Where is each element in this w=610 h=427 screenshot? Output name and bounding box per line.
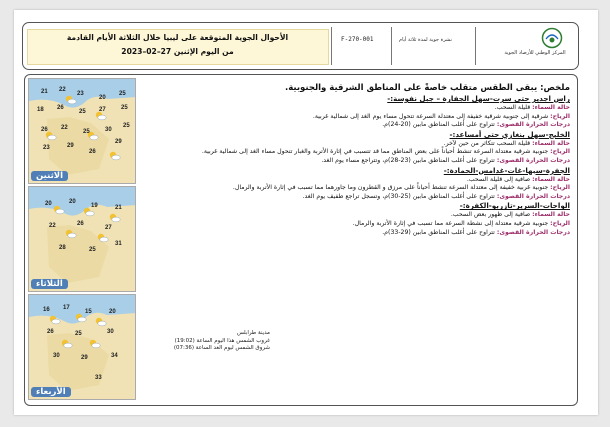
wind-value: شرقية إلى جنوبية شرقية خفيفة إلى معتدلة السرعة تتحول مساء يوم الغد إلى شمالية غربية. bbox=[312, 112, 549, 120]
sky-label: حالة السماء: bbox=[532, 175, 570, 183]
header-divider bbox=[331, 27, 332, 65]
temp-label: درجات الحرارة القصوى: bbox=[496, 156, 570, 164]
region-block bbox=[142, 166, 570, 202]
form-code: F-270-001 bbox=[341, 36, 374, 43]
temperature-value: 27 bbox=[105, 225, 112, 231]
temperature-value: 21 bbox=[115, 205, 122, 211]
temperature-value: 25 bbox=[121, 105, 128, 111]
forecast-map-wednesday bbox=[28, 294, 136, 400]
temperature-value: 29 bbox=[81, 355, 88, 361]
sky-value: قليلة السحب. bbox=[494, 104, 531, 111]
temperature-value: 25 bbox=[119, 91, 126, 97]
temperature-value: 21 bbox=[41, 89, 48, 95]
region-block bbox=[142, 201, 570, 237]
wind-value: جنوبية غربية خفيفة إلى معتدلة السرعة تنشط أحياناً على مرزق و القطرون وما جاورهما مما تسبب في إثارة الأتربة والرمال. bbox=[232, 184, 549, 192]
temperature-value: 25 bbox=[75, 331, 82, 337]
temperature-value: 22 bbox=[49, 223, 56, 229]
temperature-value: 33 bbox=[95, 375, 102, 381]
temperature-value: 18 bbox=[37, 107, 44, 113]
temperature-value: 25 bbox=[89, 247, 96, 253]
sky-label: حالة السماء: bbox=[532, 211, 570, 219]
wind-label: الرياح: bbox=[550, 148, 570, 156]
temperature-value: 34 bbox=[111, 353, 118, 359]
sunset-time: غروب الشمس هذا اليوم الساعة (19:02) bbox=[174, 337, 270, 344]
temperature-value: 26 bbox=[57, 105, 64, 111]
temp-label: درجات الحرارة القصوى: bbox=[496, 228, 570, 236]
temperature-value: 20 bbox=[69, 199, 76, 205]
sky-label: حالة السماء: bbox=[532, 104, 570, 111]
day-label: الثلاثاء bbox=[31, 279, 68, 289]
temperature-value: 17 bbox=[63, 305, 70, 311]
temp-label: درجات الحرارة القصوى: bbox=[496, 121, 570, 129]
region-block bbox=[142, 94, 570, 130]
sunrise-time: شروق الشمس ليوم الغد الساعة (07:36) bbox=[173, 345, 270, 351]
temp-value: تتراوح على أغلب المناطق مابين (20-24)م. bbox=[382, 121, 495, 129]
temperature-value: 25 bbox=[123, 123, 130, 129]
sky-label: حالة السماء: bbox=[532, 139, 570, 147]
city-name: مدينة طرابلس bbox=[236, 330, 270, 336]
temperature-value: 31 bbox=[115, 241, 122, 247]
forecast-map-monday bbox=[28, 78, 136, 184]
forecast-map-tuesday bbox=[28, 186, 136, 292]
temperature-value: 20 bbox=[45, 201, 52, 207]
temperature-value: 25 bbox=[83, 129, 90, 135]
region-title: الخليج-سهل بنغازي حتى أمساعد:- bbox=[449, 129, 570, 139]
temp-value: تتراوح على أغلب المناطق مابين (23-28)م، وتتراجع مساء يوم الغد. bbox=[321, 156, 495, 164]
ncm-logo-icon bbox=[541, 27, 563, 49]
wind-value: جنوبية شرقية معتدلة السرعة تنشط أحياناً على بعض المناطق مما قد تتسبب في إثارة الأتربة والغبار تتحول مساء الغد إلى شمالية غربية. bbox=[201, 148, 549, 156]
forecast-maps bbox=[28, 78, 136, 400]
region-title: راس اجدير حتى سرت-سهل الجفارة – جبل نفوسة:- bbox=[387, 94, 570, 103]
temperature-value: 22 bbox=[61, 125, 68, 131]
organization-name: المركز الوطني للأرصاد الجوية bbox=[504, 50, 566, 56]
sky-value: قليلة السحب تتكاثر من حين لآخر. bbox=[443, 139, 531, 147]
sky-value: صافية إلى ظهور بعض السحب. bbox=[450, 211, 531, 219]
temperature-value: 26 bbox=[47, 329, 54, 335]
temperature-value: 16 bbox=[43, 307, 50, 313]
header-box bbox=[22, 22, 579, 70]
bulletin-date: من اليوم الإثنين 27–02–2023 bbox=[121, 47, 234, 56]
temperature-value: 26 bbox=[89, 149, 96, 155]
bulletin-title: الأحوال الجوية المتوقعة على ليبيا خلال الثلاثة الأيام القادمة bbox=[66, 33, 289, 42]
wind-label: الرياح: bbox=[550, 112, 570, 120]
temperature-value: 25 bbox=[79, 109, 86, 115]
sky-value: صافية إلى قليلة السحب. bbox=[466, 175, 531, 183]
temperature-value: 26 bbox=[77, 221, 84, 227]
temperature-value: 19 bbox=[91, 203, 98, 209]
temp-label: درجات الحرارة القصوى: bbox=[496, 192, 570, 200]
temperature-value: 26 bbox=[41, 127, 48, 133]
temperature-value: 28 bbox=[59, 245, 66, 251]
wind-value: جنوبية شرقية معتدلة إلى نشطة السرعة مما تسبب في إثارة الأتربة والرمال. bbox=[352, 219, 549, 227]
temperature-value: 30 bbox=[107, 329, 114, 335]
region-block bbox=[142, 130, 570, 166]
temp-value: تتراوح على أغلب المناطق مابين (29-33)م. bbox=[382, 228, 495, 236]
header-divider bbox=[475, 27, 476, 65]
temperature-value: 20 bbox=[109, 309, 116, 315]
bulletin-type: نشرة جوية لمدة ثلاثة أيام bbox=[399, 37, 452, 43]
temperature-value: 15 bbox=[85, 309, 92, 315]
temperature-value: 29 bbox=[115, 139, 122, 145]
bulletin-title-box bbox=[27, 29, 329, 65]
temperature-value: 20 bbox=[99, 95, 106, 101]
sun-times bbox=[140, 330, 270, 353]
temperature-value: 30 bbox=[105, 127, 112, 133]
day-label: الاثنين bbox=[31, 171, 68, 181]
temperature-value: 22 bbox=[59, 87, 66, 93]
header-divider bbox=[391, 27, 392, 65]
forecast-summary: ملخص: يبقى الطقس متقلب خاصةً على المناطق الشرقية والجنوبية. bbox=[284, 83, 570, 93]
temperature-value: 23 bbox=[43, 145, 50, 151]
temperature-value: 29 bbox=[67, 143, 74, 149]
temp-value: تتراوح على أغلب المناطق مابين (25-30)م، وتسجل تراجع طفيف يوم الغد. bbox=[302, 192, 495, 200]
wind-label: الرياح: bbox=[550, 184, 570, 192]
day-label: الأربعاء bbox=[31, 387, 71, 397]
temperature-value: 23 bbox=[77, 91, 84, 97]
temperature-value: 27 bbox=[99, 107, 106, 113]
wind-label: الرياح: bbox=[550, 219, 570, 227]
forecast-text bbox=[142, 83, 570, 237]
region-title: الواحات-السرير-تازربو-الكفرة:- bbox=[459, 201, 570, 211]
region-title: الجفرة-سبها-غات-غدامس-الحمادة:- bbox=[443, 165, 570, 175]
temperature-value: 30 bbox=[53, 353, 60, 359]
